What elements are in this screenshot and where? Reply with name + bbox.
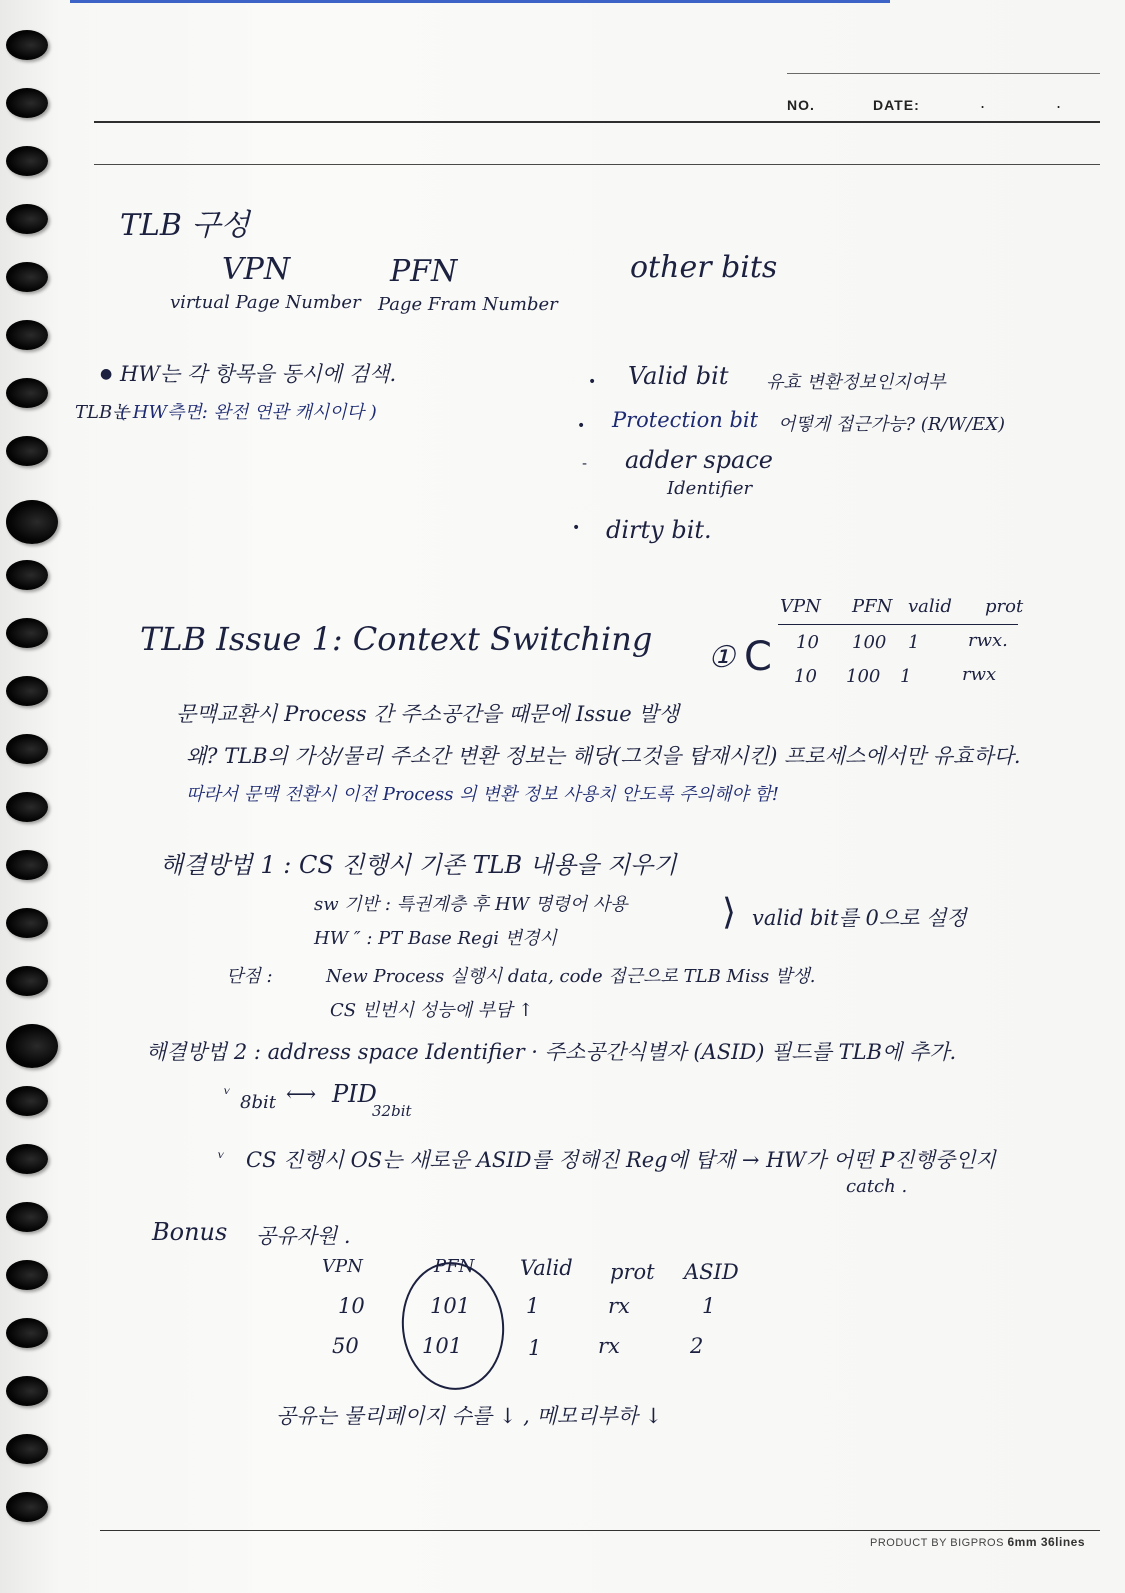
solution1-cons: CS 빈번시 성능에 부담 ↑ [330,1000,534,1021]
header-date-dot: . [1056,93,1062,112]
bonus-table-cell: rx [608,1294,630,1318]
bullet-dot: ● [100,366,113,382]
bonus-table-cell: 1 [526,1294,540,1318]
solution2-catch: catch . [846,1176,908,1197]
bonus-title: Bonus [152,1218,228,1246]
bullet-dot: • [572,520,581,536]
bonus-table-cell: rx [598,1334,620,1358]
bit-protection-name: Protection bit [612,408,759,432]
check-mark: ᵛ [218,1148,225,1169]
mini-table-marker: ① [708,640,735,675]
mini-table-cell: rwx. [968,630,1008,651]
bonus-table-cell: 2 [690,1334,704,1358]
solution1-sw: sw 기반 : 특권계층 후 HW 명령어 사용 [314,894,628,915]
solution2-8bit: 8bit [240,1092,276,1113]
solution1-hw: HW ″ : PT Base Regi 변경시 [314,928,557,949]
pfn-shared-circle [396,1257,511,1395]
mini-table-cell: 10 [796,632,819,653]
bit-address-space: adder space [625,446,773,474]
hw-note-prefix: TLB는 [75,402,130,423]
bonus-table-cell: 10 [338,1294,365,1318]
bonus-table-cell: 101 [422,1334,463,1358]
mini-table-cell: 1 [908,632,920,653]
mini-table-bracket: C [744,634,772,680]
mini-table-header: VPN [780,596,821,617]
bit-valid-desc: 유효 변환정보인지여부 [766,372,946,393]
top-edge-line [70,0,890,3]
header-date-label: DATE: [873,97,920,113]
mini-table-header: prot [985,596,1024,617]
mini-table-header: PFN [852,596,893,617]
solution1-title: 해결방법 1 : CS 진행시 기존 TLB 내용을 지우기 [160,851,677,879]
solution1-cons: New Process 실행시 data, code 접근으로 TLB Miss 발생. [326,966,816,987]
footer-spec: 6mm 36lines [1007,1535,1086,1549]
issue-line: 따라서 문맥 전환시 이전 Process 의 변환 정보 사용치 안도록 주의해야 함! [186,784,780,805]
bit-protection-desc: 어떻게 접근가능? (R/W/EX) [778,414,1005,435]
section-title-issue: TLB Issue 1: Context Switching [140,620,653,658]
footer-brand: PRODUCT BY BIGPROS [870,1537,1004,1549]
field-pfn-full: Page Fram Number [378,294,558,315]
section-title-tlb: TLB 구성 [120,208,250,243]
header-rule-short [787,73,1100,74]
solution2-arrow: ⟷ [286,1082,317,1106]
footer-brand-text [870,1535,1085,1549]
bonus-table-cell: 1 [528,1336,542,1360]
field-vpn-full: virtual Page Number [170,292,361,313]
bullet-dot: • [577,418,586,434]
solution2-pid: PID [332,1080,377,1108]
mini-table-cell: rwx [962,664,997,685]
mini-table-cell: 100 [846,666,881,687]
mini-table-cell: 1 [900,666,912,687]
solution2-line: CS 진행시 OS는 새로운 ASID를 정해진 Reg에 탑재 → HW가 어떤 P진행중인지 [246,1148,996,1172]
issue-line: 문맥교환시 Process 간 주소공간을 때문에 Issue 발생 [176,702,679,726]
header-date-dot: . [980,93,986,112]
bit-dirty: dirty bit. [606,516,712,544]
field-other-bits: other bits [630,250,778,285]
solution2-32bit: 32bit [372,1102,412,1120]
bonus-table-cell: 1 [702,1294,716,1318]
solution2-title: 해결방법 2 : address space Identifier · 주소공간식별자 (ASID) 필드를 TLB에 추가. [146,1040,957,1064]
mini-table-header-rule [778,624,1018,625]
issue-line: 왜? TLB의 가상/물리 주소간 변환 정보는 해당(그것을 탑재시킨) 프로세스에서만 유효하다. [186,744,1021,768]
bullet-dot: • [588,374,597,390]
mini-table-cell: 100 [852,632,887,653]
bonus-footer-note: 공유는 물리페이지 수를 ↓ , 메모리부하 ↓ [276,1404,663,1428]
header-rule [94,121,1100,123]
bit-identifier: Identifier [667,478,753,499]
mini-table-header: valid [908,596,952,617]
field-pfn-abbr: PFN [390,254,458,289]
header-rule-secondary [94,164,1100,165]
mini-table-cell: 10 [794,666,817,687]
spiral-binding [0,30,60,1570]
bonus-table-cell: 50 [332,1334,359,1358]
solution1-cons-label: 단점 : [226,966,273,987]
bit-valid-name: Valid bit [628,362,729,390]
solution1-result: valid bit를 0으로 설정 [752,906,967,930]
hw-note: HW는 각 항목을 동시에 검색. [120,362,397,386]
bonus-table-header: PFN [434,1256,475,1277]
field-vpn-abbr: VPN [222,252,291,287]
solution1-bracket: ⟩ [722,892,737,933]
bonus-table-header: Valid [520,1256,573,1280]
bonus-subtitle: 공유자원 . [256,1224,351,1248]
footer-rule [100,1530,1100,1531]
check-mark: ᵛ [224,1084,231,1105]
bullet-dot: - [582,456,588,472]
bonus-table-header: VPN [322,1256,363,1277]
bonus-table-cell: 101 [430,1294,471,1318]
hw-note-body: ( HW측면: 완전 연관 캐시이다 ) [120,402,377,423]
bonus-table-header: prot [610,1260,655,1284]
header-no-label: NO. [787,97,815,113]
bonus-table-header: ASID [684,1260,739,1284]
